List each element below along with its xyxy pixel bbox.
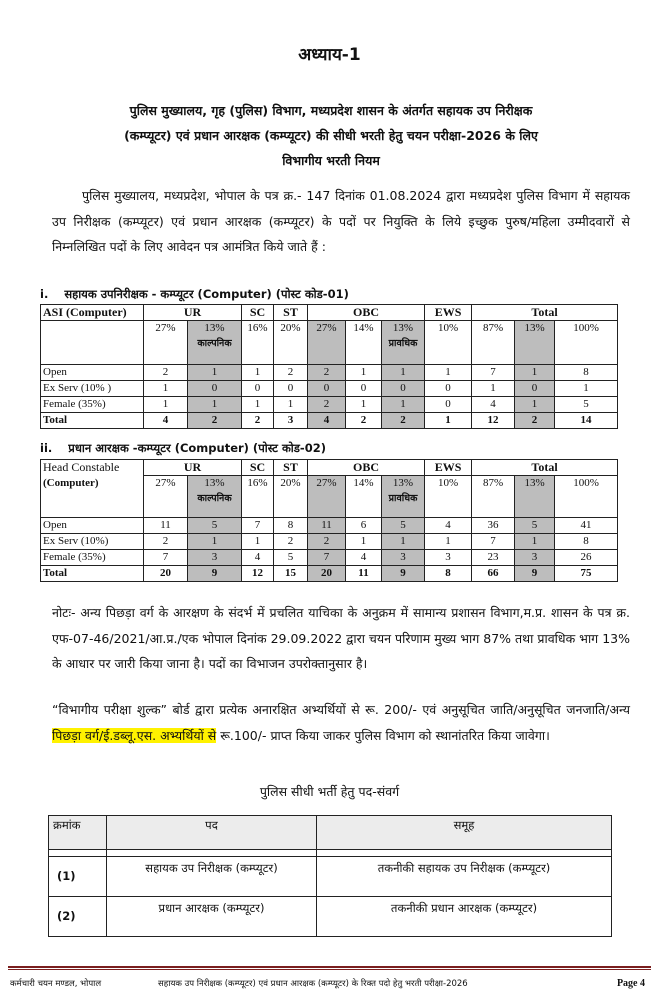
intro-text: पुलिस मुख्यालय, मध्यप्रदेश, भोपाल के पत्र क्र.- 147 दिनांक 01.08.2024 द्वारा मध्यप्रदेश पुलिस विभाग में सहायक उप निरीक्षक (कम्प्यूटर) एवं प्रधान आरक्षक (कम्प्यूटर) के पदों पर नियुक्ति के लिये इच्छुक पुरुष/महिला उम्मीदवारों से निम्नलिखित पदों के लिए आवेदन पत्र आमंत्रित किये जाते हैं : xyxy=(52,188,630,254)
table-cell: तकनीकी सहायक उप निरीक्षक (कम्प्यूटर) xyxy=(317,857,612,897)
pravadhik-label: प्रावधिक xyxy=(388,338,418,349)
table-cell: 1 xyxy=(188,397,242,413)
table-cell: 5 xyxy=(555,397,618,413)
table-cell xyxy=(317,850,612,857)
fee-paragraph xyxy=(52,697,630,748)
table-row-label: Ex Serv (10% ) xyxy=(41,381,144,397)
table-cell: 1 xyxy=(274,397,308,413)
table-cell: 3 xyxy=(274,413,308,429)
table-cell: 11 xyxy=(346,566,382,582)
heading-line-2: (कम्प्यूटर) एवं प्रधान आरक्षक (कम्प्यूटर) की सीधी भरती हेतु चयन परीक्षा-2026 के लिए xyxy=(124,128,538,143)
kalpanik-label: काल्पनिक xyxy=(197,493,232,504)
table-cell: 1 xyxy=(346,365,382,381)
table-cell: 5 xyxy=(382,518,425,534)
table-row-label: Female (35%) xyxy=(41,550,144,566)
table-header-row xyxy=(49,816,612,850)
group-header: OBC xyxy=(308,460,425,476)
note-paragraph: नोटः- अन्य पिछड़ा वर्ग के आरक्षण के संदर्भ में प्रचलित याचिका के अनुक्रम में सामान्य प्रशासन विभाग,म.प्र. शासन के पत्र क्र. एफ-07-46/2021/आ.प्र./एक भोपाल दिनांक 29.09.2022 द्वारा चयन परिणाम मुख्य भाग 87% तथा प्रावधिक भाग 13% के आधार पर जारी किया जाना है। पदों का विभाजन उपरोक्तानुसार है। xyxy=(52,605,630,671)
table-cell: 2 xyxy=(188,413,242,429)
table-cell: 13% xyxy=(515,321,555,365)
cadre-title: पुलिस सीधी भर्ती हेतु पद-संवर्ग xyxy=(259,784,400,799)
percent-value: 13% xyxy=(204,322,225,334)
section-1-number: i. xyxy=(40,287,49,301)
table-cell: सहायक उप निरीक्षक (कम्प्यूटर) xyxy=(107,857,317,897)
table-cell: 75 xyxy=(555,566,618,582)
table-cell: 4 xyxy=(425,518,472,534)
table-cell: 12 xyxy=(472,413,515,429)
heading-line-3: विभागीय भरती नियम xyxy=(282,153,380,168)
table-cell: 4 xyxy=(308,413,346,429)
percent-value: 13% xyxy=(204,477,225,489)
table-cell: 8 xyxy=(425,566,472,582)
table-cell: 1 xyxy=(515,397,555,413)
table-cell: 87% xyxy=(472,476,515,518)
table-cell xyxy=(382,476,425,518)
table-cell: 27% xyxy=(308,321,346,365)
table-cell: 1 xyxy=(188,534,242,550)
table-cell: 7 xyxy=(308,550,346,566)
column-header: पद xyxy=(107,816,317,850)
table-cell: 9 xyxy=(382,566,425,582)
highlighted-text: पिछड़ा वर्ग/ई.डब्लू.एस. अभ्यर्थियों से xyxy=(52,727,217,743)
table-cell xyxy=(188,476,242,518)
table-row-label xyxy=(41,321,144,365)
group-header: Total xyxy=(472,305,618,321)
table-cell: 1 xyxy=(242,534,274,550)
table-row xyxy=(41,381,618,397)
table-cell: 6 xyxy=(346,518,382,534)
table-cell: (1) xyxy=(49,857,107,897)
section-2-title-text: प्रधान आरक्षक -कम्प्यूटर (Computer) (पोस्ट कोड-02) xyxy=(68,441,326,455)
table-cell: 15 xyxy=(274,566,308,582)
group-header: UR xyxy=(144,460,242,476)
group-header: OBC xyxy=(308,305,425,321)
table-cell xyxy=(382,321,425,365)
table-row-label: Female (35%) xyxy=(41,397,144,413)
table-cell: 2 xyxy=(308,534,346,550)
table-cell: 14 xyxy=(555,413,618,429)
table-cell: 2 xyxy=(274,365,308,381)
table-cell: 0 xyxy=(425,397,472,413)
table-cell: 2 xyxy=(144,365,188,381)
table-cell: 4 xyxy=(346,550,382,566)
table-cell: 20% xyxy=(274,476,308,518)
section-1-title xyxy=(40,287,349,302)
table-cell: 26 xyxy=(555,550,618,566)
table-cell: 1 xyxy=(472,381,515,397)
table-percent-row xyxy=(41,476,618,518)
table-cell: 1 xyxy=(144,381,188,397)
group-header: ST xyxy=(274,460,308,476)
percent-value: 13% xyxy=(392,322,414,334)
table-cell: 4 xyxy=(472,397,515,413)
table-cell: 8 xyxy=(555,534,618,550)
table-cell: 87% xyxy=(472,321,515,365)
table-cell: 66 xyxy=(472,566,515,582)
table-cell: 10% xyxy=(425,476,472,518)
table-group-header-row xyxy=(41,305,618,321)
table-cell: 1 xyxy=(242,365,274,381)
table-cell: 2 xyxy=(308,397,346,413)
footer-divider-thin xyxy=(8,969,651,970)
table-row-label: Head Constable xyxy=(41,460,144,476)
intro-paragraph xyxy=(52,183,630,260)
document-heading xyxy=(36,98,626,173)
table-cell: 3 xyxy=(188,550,242,566)
table-cell: 3 xyxy=(382,550,425,566)
heading-line-1: पुलिस मुख्यालय, गृह (पुलिस) विभाग, मध्यप्रदेश शासन के अंतर्गत सहायक उप निरीक्षक xyxy=(129,103,533,118)
table-cell: 7 xyxy=(144,550,188,566)
table-cell xyxy=(49,850,107,857)
table-cell: 5 xyxy=(515,518,555,534)
table-cell: 4 xyxy=(242,550,274,566)
table-group-header-row xyxy=(41,460,618,476)
table-cell: 2 xyxy=(274,534,308,550)
table-row-label: Total xyxy=(41,566,144,582)
table-cell: 100% xyxy=(555,321,618,365)
table-row xyxy=(41,365,618,381)
table-cell: (2) xyxy=(49,897,107,937)
table-cell: 0 xyxy=(515,381,555,397)
table-percent-row xyxy=(41,321,618,365)
table-total-row xyxy=(41,566,618,582)
table-cell xyxy=(107,850,317,857)
kalpanik-label: काल्पनिक xyxy=(197,338,232,349)
table-cell: 27% xyxy=(144,476,188,518)
table-cell: 5 xyxy=(188,518,242,534)
table-cell: 14% xyxy=(346,321,382,365)
group-header: EWS xyxy=(425,460,472,476)
section-1-title-text: सहायक उपनिरीक्षक - कम्प्यूटर (Computer) (पोस्ट कोड-01) xyxy=(64,287,349,301)
table-cell: 1 xyxy=(188,365,242,381)
table-cell xyxy=(188,321,242,365)
table-cell: 0 xyxy=(308,381,346,397)
table-cell: 10% xyxy=(425,321,472,365)
table-cell: 16% xyxy=(242,321,274,365)
table-cell: 0 xyxy=(425,381,472,397)
table-cell: 1 xyxy=(515,365,555,381)
chapter-title: अध्याय-1 xyxy=(298,45,361,65)
table-row-label: Open xyxy=(41,518,144,534)
table-cell: 16% xyxy=(242,476,274,518)
footer-center: सहायक उप निरीक्षक (कम्प्यूटर) एवं प्रधान आरक्षक (कम्प्यूटर) के रिक्त पदो हेतु भरती परीक्षा-2026 xyxy=(158,979,468,989)
table-cell: 7 xyxy=(472,534,515,550)
table-row xyxy=(41,518,618,534)
table-cell: 5 xyxy=(274,550,308,566)
table-cell: 0 xyxy=(382,381,425,397)
table-cell: 2 xyxy=(144,534,188,550)
table-row xyxy=(41,397,618,413)
page-number: Page 4 xyxy=(616,978,645,989)
table-cell: 14% xyxy=(346,476,382,518)
table-row xyxy=(49,857,612,897)
table-cell: 7 xyxy=(242,518,274,534)
table-cell: प्रधान आरक्षक (कम्प्यूटर) xyxy=(107,897,317,937)
table-cell: 2 xyxy=(346,413,382,429)
column-header: समूह xyxy=(317,816,612,850)
table-cell: 13% xyxy=(515,476,555,518)
group-header: SC xyxy=(242,460,274,476)
table-cell: 27% xyxy=(308,476,346,518)
table-cell: 20% xyxy=(274,321,308,365)
table-cell: 2 xyxy=(382,413,425,429)
asi-vacancy-table xyxy=(40,304,618,429)
table-cell: 20 xyxy=(308,566,346,582)
table-row-label: (Computer) xyxy=(41,476,144,518)
footer-left: कर्मचारी चयन मण्डल, भोपाल xyxy=(10,979,102,989)
table-cell: 0 xyxy=(242,381,274,397)
table-cell: 4 xyxy=(144,413,188,429)
group-header: SC xyxy=(242,305,274,321)
table-cell: 2 xyxy=(515,413,555,429)
table-row-label: Ex Serv (10%) xyxy=(41,534,144,550)
table-cell: 8 xyxy=(274,518,308,534)
fee-text-1: “विभागीय परीक्षा शुल्क” बोर्ड द्वारा प्रत्येक अनारक्षित अभ्यर्थियों से रू. 200/- एवं अनुसूचित जाति/अनुसूचित जनजाति/अन्य xyxy=(52,702,630,717)
table-cell: 1 xyxy=(346,534,382,550)
table-total-row xyxy=(41,413,618,429)
table-cell: 1 xyxy=(425,365,472,381)
table-cell: 1 xyxy=(346,397,382,413)
group-header: UR xyxy=(144,305,242,321)
table-cell: 23 xyxy=(472,550,515,566)
table-cell: 1 xyxy=(382,365,425,381)
table-row-label: Open xyxy=(41,365,144,381)
group-header: ST xyxy=(274,305,308,321)
table-cell: 8 xyxy=(555,365,618,381)
head-constable-vacancy-table xyxy=(40,459,618,582)
section-2-title xyxy=(40,441,326,456)
table-cell: 0 xyxy=(346,381,382,397)
table-cell: 11 xyxy=(308,518,346,534)
table-cell: 9 xyxy=(515,566,555,582)
table-cell: 0 xyxy=(274,381,308,397)
group-header: EWS xyxy=(425,305,472,321)
footer-divider xyxy=(8,966,651,968)
table-cell: 1 xyxy=(144,397,188,413)
cadre-table xyxy=(48,815,612,937)
table-cell: 0 xyxy=(188,381,242,397)
table-row xyxy=(41,550,618,566)
table-cell: 1 xyxy=(382,534,425,550)
section-2-number: ii. xyxy=(40,441,53,455)
column-header: क्रमांक xyxy=(49,816,107,850)
table-cell: 3 xyxy=(515,550,555,566)
group-header: Total xyxy=(472,460,618,476)
table-row-label: Total xyxy=(41,413,144,429)
table-cell: 100% xyxy=(555,476,618,518)
table-spacer-row xyxy=(49,850,612,857)
table-cell: 1 xyxy=(242,397,274,413)
table-cell: 27% xyxy=(144,321,188,365)
table-cell: 41 xyxy=(555,518,618,534)
table-cell: 11 xyxy=(144,518,188,534)
table-cell: 3 xyxy=(425,550,472,566)
fee-text-2: रू.100/- प्राप्त किया जाकर पुलिस विभाग को स्थानांतरित किया जावेगा। xyxy=(216,727,550,743)
percent-value: 13% xyxy=(392,477,414,489)
table-cell: 2 xyxy=(308,365,346,381)
table-cell: 1 xyxy=(382,397,425,413)
table-cell: 9 xyxy=(188,566,242,582)
table-cell: 1 xyxy=(425,413,472,429)
table-cell: 1 xyxy=(425,534,472,550)
table-cell: 12 xyxy=(242,566,274,582)
table-cell: 2 xyxy=(242,413,274,429)
table-cell: 20 xyxy=(144,566,188,582)
table-cell: 36 xyxy=(472,518,515,534)
table-cell: 7 xyxy=(472,365,515,381)
table-cell: 1 xyxy=(555,381,618,397)
table-row-label: ASI (Computer) xyxy=(41,305,144,321)
table-row xyxy=(41,534,618,550)
table-row xyxy=(49,897,612,937)
table-cell: 1 xyxy=(515,534,555,550)
pravadhik-label: प्रावधिक xyxy=(388,493,418,504)
table-cell: तकनीकी प्रधान आरक्षक (कम्प्यूटर) xyxy=(317,897,612,937)
